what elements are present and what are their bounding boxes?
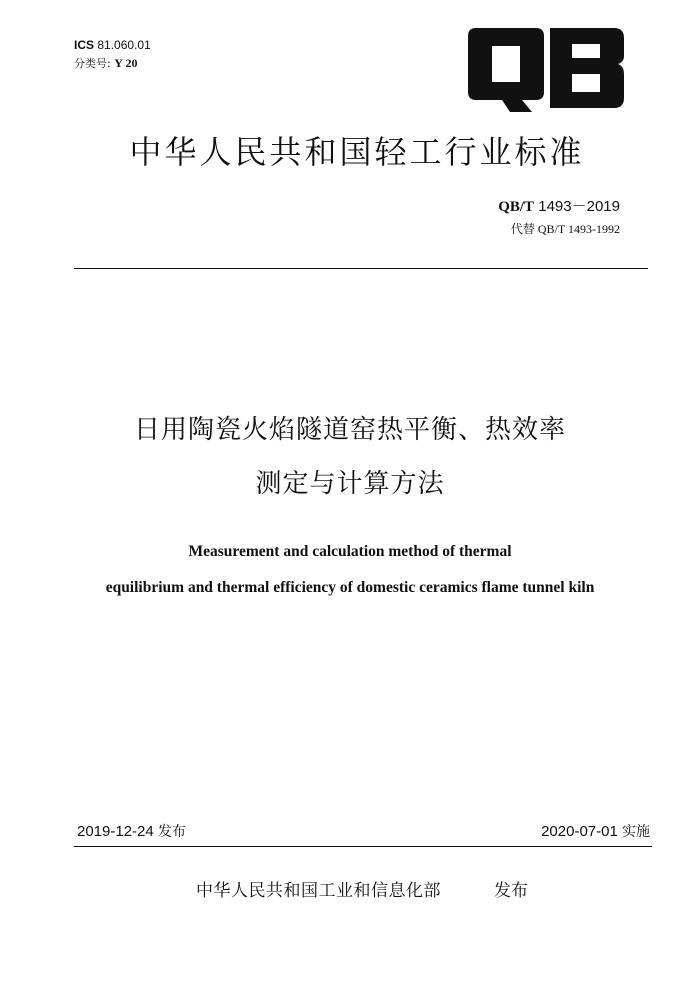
footer-divider — [74, 846, 652, 847]
ics-label: ICS — [74, 38, 95, 52]
org-title: 中华人民共和国轻工行业标准 — [129, 133, 585, 171]
ics-code — [74, 37, 151, 53]
title-en-line1: Measurement and calculation method of thermal — [188, 543, 512, 560]
qb-logo-mark — [466, 22, 628, 114]
standard-code: QB/T — [498, 199, 535, 215]
issue-date-value: 2019-12-24 — [77, 823, 154, 840]
implement-date-value: 2020-07-01 — [541, 823, 618, 840]
ics-value: 81.060.01 — [97, 38, 151, 52]
standard-value: 1493－2019 — [538, 198, 620, 215]
classification-code — [74, 55, 137, 72]
publish-label: 发布 — [494, 881, 528, 901]
issue-label: 发布 — [157, 824, 186, 840]
publisher-name: 中华人民共和国工业和信息化部 — [196, 881, 441, 901]
standard-number — [498, 197, 620, 217]
qb-logo — [466, 22, 628, 114]
title-cn-line1: 日用陶瓷火焰隧道窑热平衡、热效率 — [133, 415, 566, 445]
classification-value: Y 20 — [114, 56, 138, 70]
header-divider — [74, 268, 648, 269]
title-cn-line2: 测定与计算方法 — [255, 469, 445, 499]
implement-label: 实施 — [622, 824, 650, 840]
title-en-line2: equilibrium and thermal efficiency of domestic ceramics flame tunnel kiln — [105, 579, 595, 596]
replaces-standard: 代替 QB/T 1493-1992 — [510, 222, 620, 236]
implement-date — [541, 822, 650, 842]
issue-date — [77, 822, 186, 842]
classification-label: 分类号: — [74, 57, 111, 70]
